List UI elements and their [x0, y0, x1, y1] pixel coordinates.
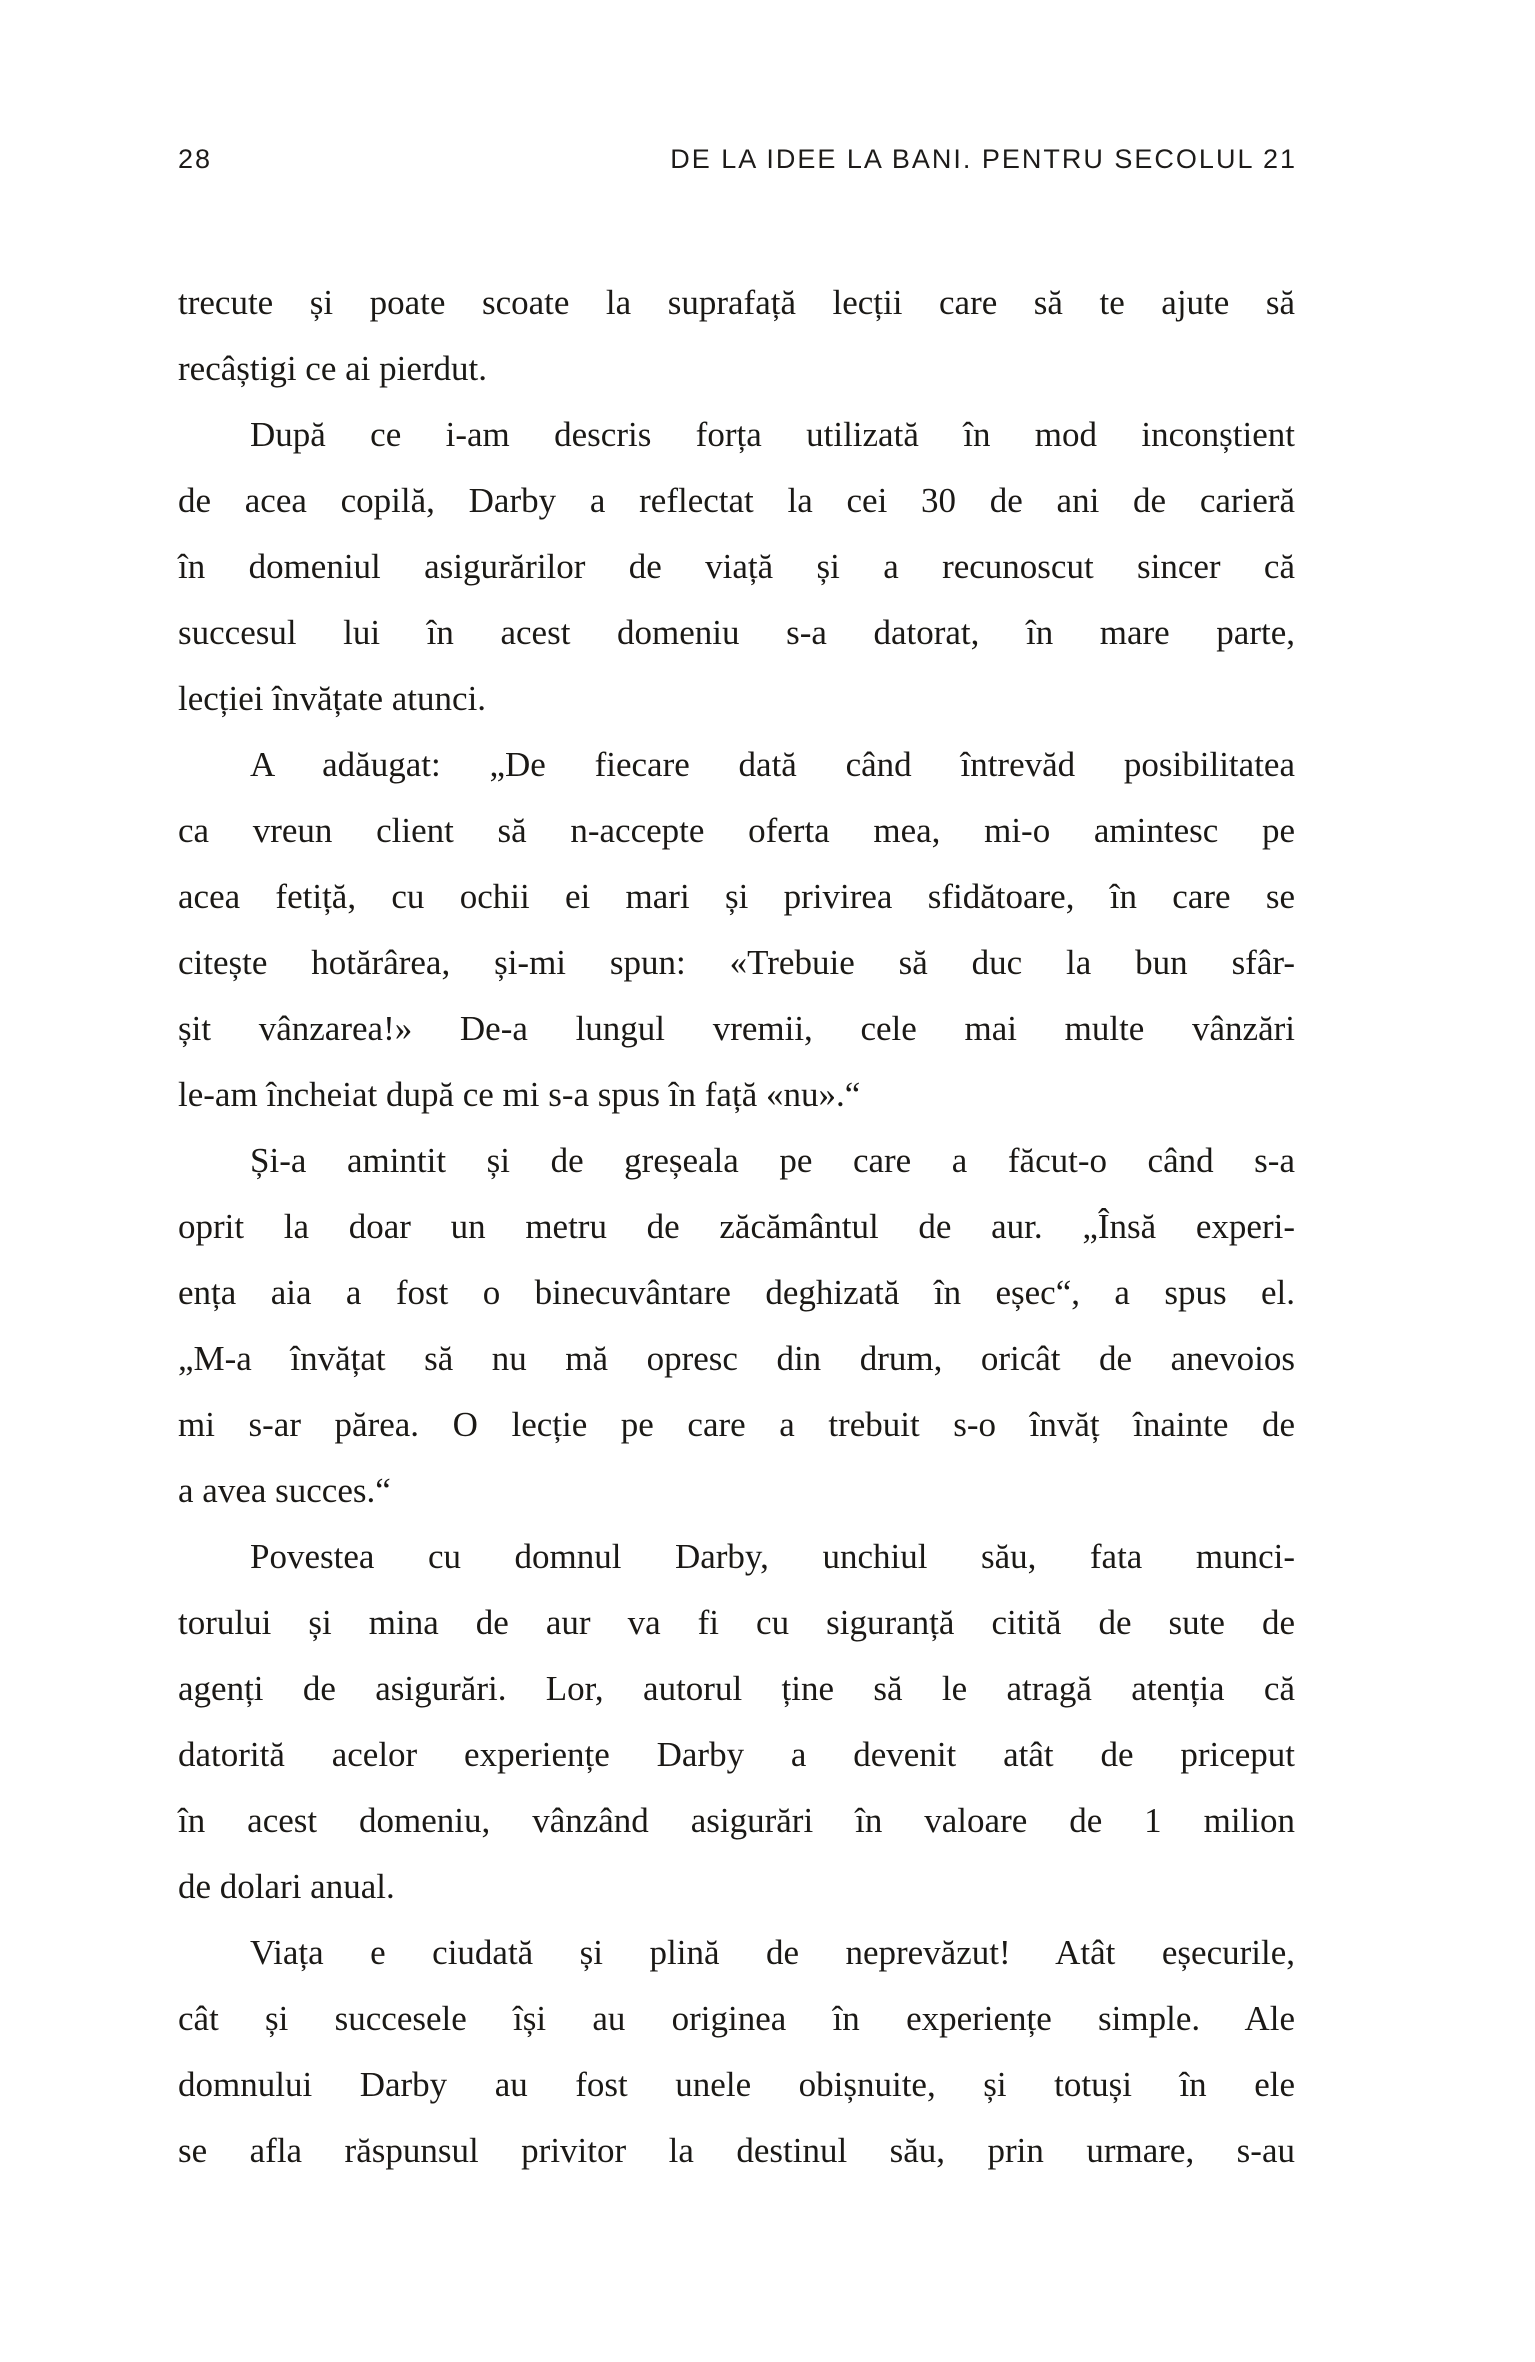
running-title: DE LA IDEE LA BANI. PENTRU SECOLUL 21	[670, 144, 1297, 174]
text-line: domnului Darby au fost unele obișnuite, și totuși în ele	[178, 2065, 1295, 2104]
paragraph	[178, 1524, 1295, 1920]
text-line: recâștigi ce ai pierdut.	[178, 349, 488, 388]
page-body-text	[178, 270, 1295, 2184]
text-line: agenți de asigurări. Lor, autorul ține să le atragă atenția că	[178, 1669, 1295, 1708]
text-line: trecute și poate scoate la suprafață lecții care să te ajute să	[178, 283, 1295, 322]
text-line: cât și succesele își au originea în experiențe simple. Ale	[178, 1999, 1295, 2038]
running-header	[178, 144, 1295, 175]
text-line: ca vreun client să n-accepte oferta mea, mi-o amintesc pe	[178, 811, 1295, 850]
text-line: de acea copilă, Darby a reflectat la cei 30 de ani de carieră	[178, 481, 1295, 520]
paragraph	[178, 1920, 1295, 2184]
paragraph	[178, 732, 1295, 1128]
text-line: „M-a învățat să nu mă opresc din drum, oricât de anevoios	[178, 1339, 1295, 1378]
text-line: a avea succes.“	[178, 1471, 391, 1510]
text-line: citește hotărârea, și-mi spun: «Trebuie să duc la bun sfâr-	[178, 943, 1295, 982]
text-line: oprit la doar un metru de zăcământul de aur. „Însă experi-	[178, 1207, 1295, 1246]
text-line: lecției învățate atunci.	[178, 679, 487, 718]
paragraph	[178, 1128, 1295, 1524]
text-line: Viața e ciudată și plină de neprevăzut! Atât eșecurile,	[250, 1933, 1295, 1972]
text-line: șit vânzarea!» De-a lungul vremii, cele mai multe vânzări	[178, 1009, 1295, 1048]
text-line: torului și mina de aur va fi cu siguranță citită de sute de	[178, 1603, 1295, 1642]
paragraph	[178, 270, 1295, 402]
text-line: succesul lui în acest domeniu s-a datorat, în mare parte,	[178, 613, 1295, 652]
paragraph	[178, 402, 1295, 732]
text-line: acea fetiță, cu ochii ei mari și privirea sfidătoare, în care se	[178, 877, 1295, 916]
text-line: A adăugat: „De fiecare dată când întrevăd posibilitatea	[250, 745, 1295, 784]
text-line: datorită acelor experiențe Darby a devenit atât de priceput	[178, 1735, 1295, 1774]
text-line: Povestea cu domnul Darby, unchiul său, fata munci-	[250, 1537, 1295, 1576]
text-line: ența aia a fost o binecuvântare deghizată în eșec“, a spus el.	[178, 1273, 1295, 1312]
text-line: se afla răspunsul privitor la destinul său, prin urmare, s-au	[178, 2131, 1295, 2170]
text-line: în domeniul asigurărilor de viață și a recunoscut sincer că	[178, 547, 1295, 586]
text-line: Și-a amintit și de greșeala pe care a făcut-o când s-a	[250, 1141, 1295, 1180]
text-line: mi s-ar părea. O lecție pe care a trebuit s-o învăț înainte de	[178, 1405, 1295, 1444]
text-line: de dolari anual.	[178, 1867, 395, 1906]
text-line: le-am încheiat după ce mi s-a spus în față «nu».“	[178, 1075, 861, 1114]
text-line: în acest domeniu, vânzând asigurări în valoare de 1 milion	[178, 1801, 1295, 1840]
text-line: După ce i-am descris forța utilizată în mod inconștient	[250, 415, 1295, 454]
page-number: 28	[178, 144, 213, 174]
